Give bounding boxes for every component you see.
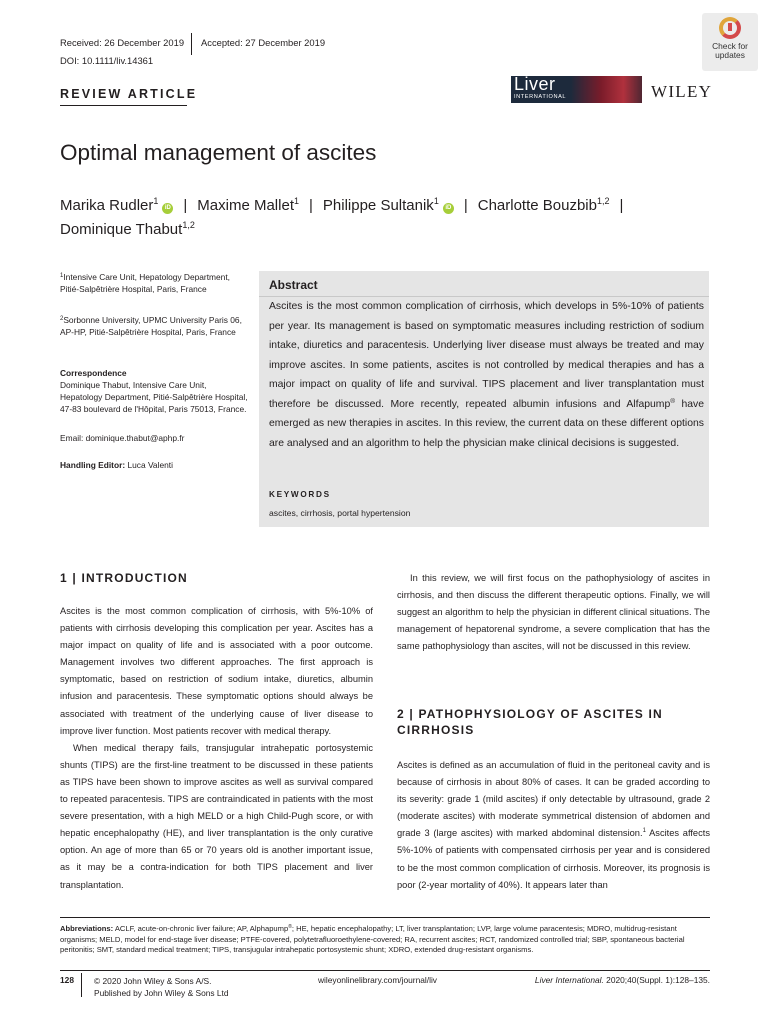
- received-date: Received: 26 December 2019: [60, 37, 185, 48]
- citation-journal: Liver International.: [534, 975, 604, 985]
- correspondence-text: Dominique Thabut, Intensive Care Unit, Hepatology Department, Pitié-Salpêtrière Hospital, 47-83 boulevard de l'Hôpital, Paris 75013, France.: [60, 380, 248, 414]
- page-number: 128: [60, 975, 74, 985]
- article-title: Optimal management of ascites: [60, 140, 377, 165]
- check-label-line-2: updates: [715, 50, 745, 60]
- handling-editor-label: Handling Editor:: [60, 460, 126, 470]
- liver-logo-graphic: [571, 76, 642, 103]
- author-affiliation-sup: 1,2: [182, 220, 195, 230]
- abstract-text: [269, 297, 704, 453]
- check-label-line-1: Check for: [712, 41, 748, 51]
- right-column-text: [397, 570, 710, 655]
- doi[interactable]: DOI: 10.1111/liv.14361: [60, 55, 154, 66]
- correspondence-label: Correspondence: [60, 368, 127, 378]
- author[interactable]: [197, 197, 299, 214]
- paragraph: When medical therapy fails, transjugular intrahepatic portosystemic shunts (TIPS) are the first-line treatment to be discussed in these patients as TIPS have been shown to improve ascites as well as survival compared to repeated paracentesis. TIPS are contraindicated in patients with the most severe presentation, with a high MELD or a high Child-Pugh score, or with hepatic encephalopathy (HE), and liver transplantation is the only curative option. An age of more than 65 or 70 years old is another important issue, as it may be a contra-indication for both TIPS placement and liver transplantation.: [60, 742, 373, 890]
- paragraph-part: Ascites is defined as an accumulation of fluid in the peritoneal cavity and is because of cirrhosis in about 80% of cases. It can be graded according to its severity: grade 1 (mild ascites) if only detectable by ultrasound, grade 2 (moderate ascites) with moderate symmetrical distension of abdomen and grade 3 (large ascites) with marked abdominal distension.: [397, 760, 710, 839]
- abbreviations-text: ACLF, acute-on-chronic liver failure; AP, Alphapump: [113, 924, 289, 933]
- paragraph-part: Ascites affects 5%-10% of patients with compensated cirrhosis per year and is considered to be the most common complication of cirrhosis. Moreover, its prognosis is poor (2-year mortality of 40%). It appears later than: [397, 828, 710, 890]
- author-affiliation-sup: 1: [433, 196, 439, 206]
- footer-divider: [60, 970, 710, 971]
- section-heading-introduction: 1 | INTRODUCTION: [60, 571, 188, 585]
- citation-details: 2020;40(Suppl. 1):128–135.: [603, 975, 710, 985]
- author[interactable]: [60, 197, 173, 214]
- left-column-text: [60, 603, 373, 894]
- article-type: REVIEW ARTICLE: [60, 87, 198, 101]
- orcid-icon[interactable]: iD: [162, 203, 173, 214]
- abstract-text-part: Ascites is the most common complication of cirrhosis, which develops in 5%-10% of patients per year. Its management is based on symptomatic measures including restriction of sodium intake, diuretics and paracentesis. Underlying liver disease must always be treated and may improve ascites. In some patients, ascites is not controlled by medical therapies and has a major impact on quality of life and survival. TIPS placement and liver transplantation must therefore be discussed. More recently, repeated albumin infusions and Alfapump: [269, 301, 704, 410]
- registered-mark: ®: [670, 397, 676, 405]
- affiliation-text: Sorbonne University, UPMC University Paris 06, AP-HP, Pitié-Salpêtrière Hospital, Paris, France: [60, 315, 242, 337]
- affiliation-sup: 2: [60, 316, 64, 322]
- affiliation-sup: 1: [60, 273, 64, 279]
- author-name: Dominique Thabut: [60, 221, 183, 238]
- footer-url[interactable]: wileyonlinelibrary.com/journal/liv: [318, 975, 437, 985]
- paragraph: Ascites is the most common complication of cirrhosis, with 5%-10% of patients with cirrhosis developing this complication per year. Ascites has a major impact on quality of life and is associated with a poor outcome. Management involves two different approaches. The first approach is symptomatic, based on restriction of sodium intake, diuretics, albumin infusion and paracentesis. These symptomatic options should always be associated with treatment of the underlying cause of liver disease to improve liver function. Most patients recover with medical therapy.: [60, 606, 373, 736]
- author[interactable]: [323, 197, 454, 214]
- paragraph: [397, 757, 710, 894]
- author-affiliation-sup: 1,2: [596, 196, 610, 206]
- right-column-text-2: [397, 757, 710, 894]
- author-separator: |: [309, 197, 313, 214]
- abbreviations-label: Abbreviations:: [60, 924, 114, 933]
- citation-sup[interactable]: 1: [642, 828, 646, 835]
- check-for-updates-label: [702, 42, 758, 60]
- paragraph: In this review, we will first focus on the pathophysiology of ascites in cirrhosis, and then discuss the different therapeutic options. Finally, we will suggest an algorithm to help the physician in different clinical situations. The management of hepatorenal syndrome, a severe complication that has the same pathophysiology than ascites, will not be discussed in this review.: [397, 573, 710, 652]
- footer-copyright: [94, 975, 229, 999]
- copyright-text: © 2020 John Wiley & Sons A/S.: [94, 976, 212, 986]
- author-name: Charlotte Bouzbib: [477, 197, 597, 214]
- author-name: Philippe Sultanik: [322, 197, 434, 214]
- section-heading-pathophysiology: 2 | PATHOPHYSIOLOGY OF ASCITES IN CIRRHOSIS: [397, 707, 663, 737]
- accepted-date: Accepted: 27 December 2019: [201, 37, 326, 48]
- journal-logo-text: Liver: [514, 76, 556, 94]
- keywords-heading: KEYWORDS: [269, 490, 331, 499]
- abbreviations-divider: [60, 917, 710, 918]
- correspondence-email[interactable]: Email: dominique.thabut@aphp.fr: [60, 433, 185, 443]
- footer-citation: [516, 975, 710, 985]
- keywords: ascites, cirrhosis, portal hypertension: [269, 508, 411, 518]
- author[interactable]: [60, 221, 195, 238]
- affiliation-1: [60, 271, 250, 295]
- author-affiliation-sup: 1: [293, 196, 299, 206]
- article-type-underline: [60, 105, 187, 106]
- abbreviations-text: ; HE, hepatic encephalopathy; LT, liver transplantation; LVP, large volume paracentesis; MDRO, multidrug-resistant organisms; MELD, model for end-stage liver disease; PTFE-covered, polytetrafluoroethylene-covered; RA, recurrent ascites; RCT, randomized controlled trial; SBP, spontaneous bacterial peritonitis; SMT, standard medical treatment; TIPS, transjugular intrahepatic portosystemic shunt; XDRO, extended drug-resistant organisms.: [60, 924, 685, 955]
- publisher-text: Published by John Wiley & Sons Ltd: [94, 988, 229, 998]
- author-name: Maxime Mallet: [197, 197, 294, 214]
- publisher-logo: WILEY: [651, 82, 713, 101]
- header-divider: [191, 33, 192, 55]
- check-for-updates-badge[interactable]: [702, 13, 758, 71]
- affiliation-text: Intensive Care Unit, Hepatology Department, Pitié-Salpêtrière Hospital, Paris, France: [60, 272, 230, 294]
- footer-separator: [81, 973, 82, 997]
- author-separator: |: [183, 197, 188, 214]
- check-for-updates-icon: [719, 17, 741, 39]
- orcid-icon[interactable]: iD: [443, 203, 454, 214]
- handling-editor-name: Luca Valenti: [127, 460, 173, 470]
- abstract-heading: Abstract: [269, 278, 318, 292]
- author-list: [60, 194, 720, 242]
- abbreviations: [60, 924, 710, 956]
- author-separator: |: [619, 197, 624, 214]
- handling-editor: [60, 459, 250, 471]
- registered-mark: ®: [288, 924, 292, 930]
- author-affiliation-sup: 1: [153, 196, 159, 206]
- affiliation-2: [60, 314, 250, 338]
- author-separator: |: [463, 197, 468, 214]
- journal-logo-subtext: INTERNATIONAL: [514, 94, 567, 100]
- abstract-text-part: have emerged as new therapies in ascites. In this review, the current data on these different options are analysed and an algorithm to help the physician make clinical decisions is suggested.: [269, 398, 704, 449]
- author[interactable]: [478, 197, 610, 214]
- journal-logo: [511, 76, 642, 103]
- author-name: Marika Rudler: [60, 197, 154, 214]
